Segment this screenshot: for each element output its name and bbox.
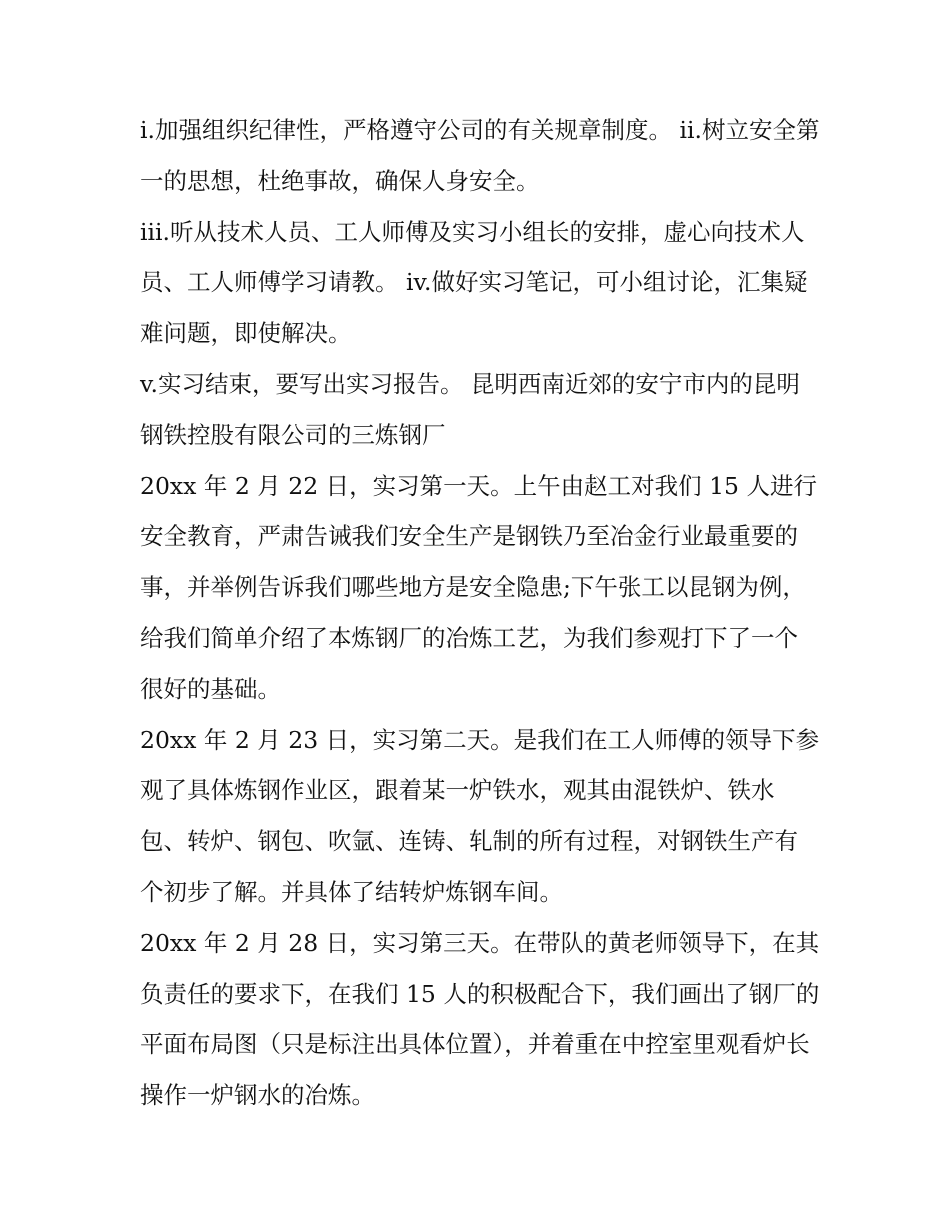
paragraph-day-3: 20xx 年 2 月 28 日，实习第三天。在带队的黄老师领导下，在其负责任的要求下，在我们 15 人的积极配合下，我们画出了钢厂的平面布局图（只是标注出具体位置），并着重在中控室里观看炉长操作一炉钢水的冶炼。 <box>140 928 820 1110</box>
paragraph-rules-3: v.实习结束，要写出实习报告。 昆明西南近郊的安宁市内的昆明钢铁控股有限公司的三炼钢厂 <box>140 369 800 449</box>
paragraph-rules-1: i.加强组织纪律性，严格遵守公司的有关规章制度。 ii.树立安全第一的思想，杜绝事故，确保人身安全。 <box>140 116 820 195</box>
paragraph-day-1: 20xx 年 2 月 22 日，实习第一天。上午由赵工对我们 15 人进行安全教育，严肃告诫我们安全生产是钢铁乃至冶金行业最重要的事，并举例告诉我们哪些地方是安全隐患;下午张工以昆钢为例，给我们简单介绍了本炼钢厂的冶炼工艺，为我们参观打下了一个很好的基础。 <box>140 471 817 703</box>
paragraph-rules-2: iii.听从技术人员、工人师傅及实习小组长的安排，虚心向技术人员、工人师傅学习请教。 iv.做好实习笔记，可小组讨论，汇集疑难问题，即使解决。 <box>140 217 808 348</box>
document-body <box>140 105 820 1121</box>
paragraph-day-2: 20xx 年 2 月 23 日，实习第二天。是我们在工人师傅的领导下参观了具体炼钢作业区，跟着某一炉铁水，观其由混铁炉、铁水包、转炉、钢包、吹氩、连铸、轧制的所有过程，对钢铁生产有个初步了解。并具体了结转炉炼钢车间。 <box>140 725 820 906</box>
